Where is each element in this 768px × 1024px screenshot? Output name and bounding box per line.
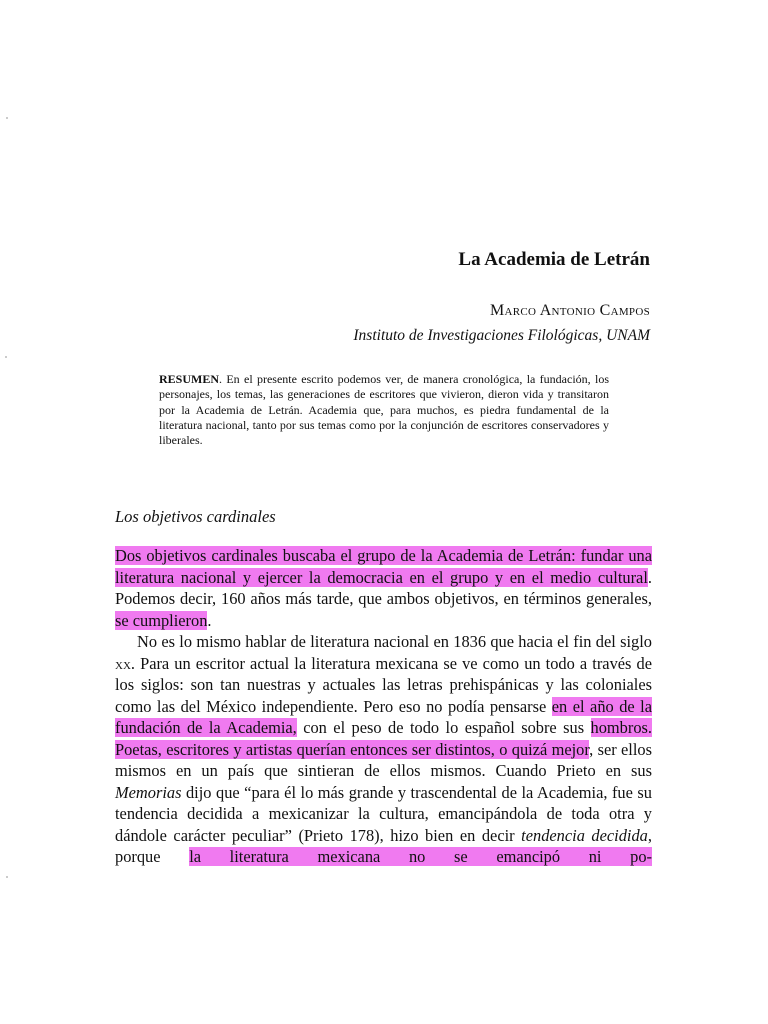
body-text bbox=[115, 545, 652, 868]
text-run: . bbox=[207, 610, 212, 630]
paragraph-2 bbox=[115, 631, 652, 868]
scan-speck bbox=[6, 876, 8, 878]
text-run: , porque bbox=[115, 825, 652, 866]
author-name: Marco Antonio Campos bbox=[490, 302, 650, 319]
highlight: se cumplieron bbox=[115, 610, 208, 630]
abstract bbox=[159, 372, 609, 448]
text-run: No es lo mismo hablar de literatura nacional en 1836 que hacia el fin del siglo bbox=[137, 632, 652, 651]
highlight: en el año de la fundación de la Academia, bbox=[115, 696, 653, 737]
text-run: dijo que “para él lo más grande y trascendental de la Academia, fue su tendencia decidida a mexicanizar la cultura, emancipándola de toda otra y dándole carácter peculiar” (Prieto 178), hizo bien en decir bbox=[115, 782, 652, 845]
highlight: la literatura mexicana no se emancipó ni po- bbox=[189, 847, 652, 866]
abstract-text: . En el presente escrito podemos ver, de manera cronológica, la fundación, los personajes, los temas, las generaciones de escritores que vivieron, dieron vida y transitaron por la Academia de Letrán. Academia que, para muchos, es piedra fundamental de la literatura nacional, tanto por sus temas como por la conjunción de escritores conservadores y liberales. bbox=[159, 372, 609, 448]
text-run: . Podemos decir, 160 años más tarde, que ambos objetivos, en términos generales, bbox=[115, 567, 652, 608]
text-run: , ser ellos mismos en un país que sintieran de ellos mismos. Cuando Prieto en sus bbox=[115, 739, 652, 780]
century-numeral: xx bbox=[115, 653, 131, 673]
scan-speck bbox=[5, 356, 7, 358]
scan-speck bbox=[6, 117, 8, 119]
italic-phrase: tendencia decidida bbox=[521, 825, 648, 845]
text-run: . Para un escritor actual la literatura mexicana se ve como un todo a través de los siglos: son tan nuestras y actuales las letras prehispánicas y las coloniales como las del México independiente. Pero eso no podía pensarse bbox=[115, 653, 652, 716]
text-run: con el peso de todo lo español sobre sus bbox=[296, 718, 591, 737]
article-title: La Academia de Letrán bbox=[458, 249, 650, 270]
paragraph-1 bbox=[115, 545, 652, 631]
highlight: Dos objetivos cardinales buscaba el grupo de la Academia de Letrán: fundar una literatura nacional y ejercer la democracia en el grupo y en el medio cultural bbox=[115, 546, 652, 587]
highlight: hombros. Poetas, escritores y artistas querían entonces ser distintos, o quizá mejor bbox=[115, 718, 652, 759]
author-affiliation: Instituto de Investigaciones Filológicas, UNAM bbox=[353, 327, 650, 344]
abstract-label: RESUMEN bbox=[159, 372, 220, 386]
italic-title: Memorias bbox=[115, 782, 182, 802]
section-heading: Los objetivos cardinales bbox=[115, 507, 276, 526]
